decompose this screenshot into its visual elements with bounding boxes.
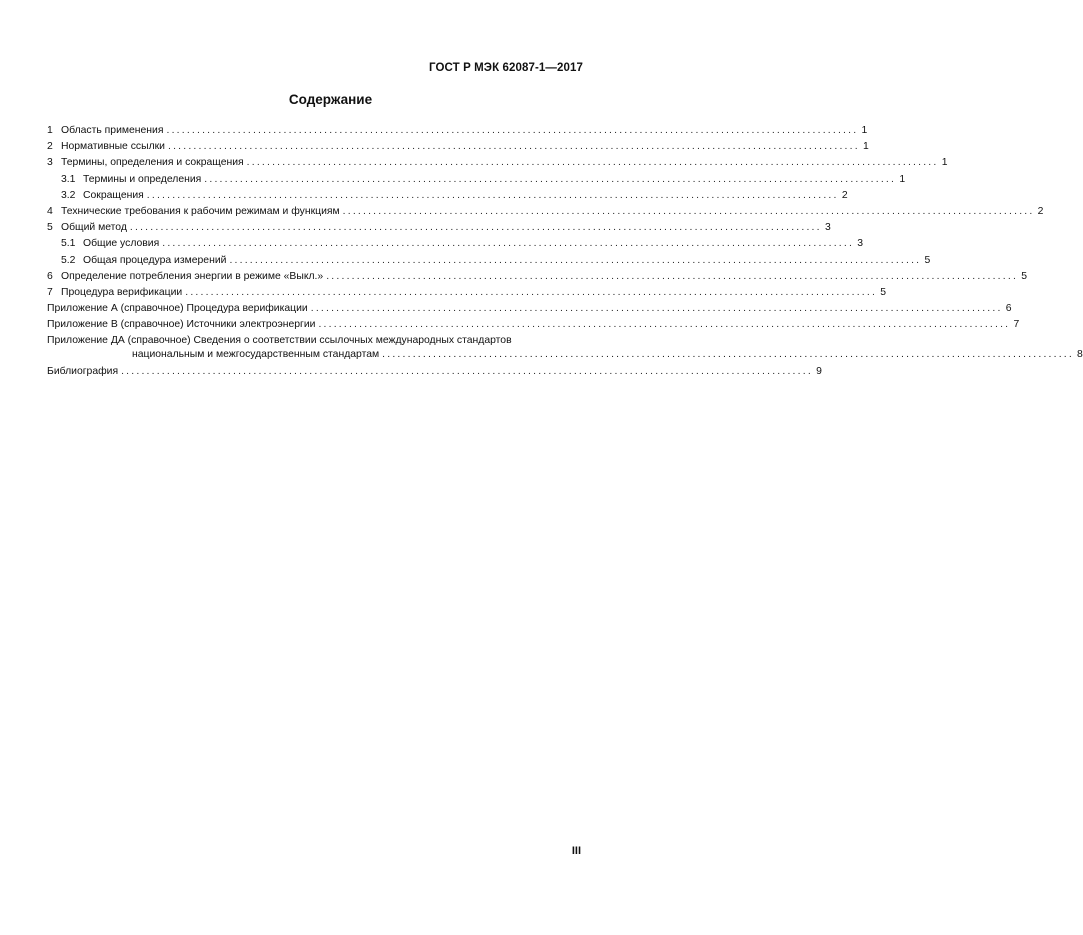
toc-entry-label: Приложение А (справочное) Процедура верификации (47, 303, 308, 315)
toc-entry-page: 1 (899, 173, 906, 185)
toc-entry-number: 2 (47, 141, 53, 153)
toc-entry-label: Сокращения (83, 189, 144, 201)
toc-leader-dots: ........................................................................................................................................ (129, 222, 822, 234)
toc-entry-number: 5.1 (61, 238, 76, 250)
toc-leader-dots: ........................................................................................................................................ (326, 270, 1019, 282)
toc-entry-number: 6 (47, 270, 53, 282)
toc-leader-dots: ........................................................................................................................................ (121, 365, 813, 377)
table-of-contents (47, 123, 1083, 380)
toc-entry-label: Приложение ДА (справочное) Сведения о соответствии ссылочных международных стандартов (47, 334, 512, 346)
toc-entry-number: 3.2 (61, 189, 76, 201)
toc-entry-number: 5.2 (61, 254, 76, 266)
toc-entry-page: 1 (941, 157, 948, 169)
toc-appendix-entry[interactable] (47, 317, 1020, 333)
toc-leader-dots: ........................................................................................................................................ (146, 189, 839, 201)
toc-entry[interactable] (47, 123, 868, 139)
toc-entry-label: Область применения (61, 125, 164, 136)
toc-leader-dots: ........................................................................................................................................ (310, 303, 1003, 315)
document-id: ГОСТ Р МЭК 62087-1—2017 (429, 62, 583, 74)
toc-entry-page: 2 (841, 189, 848, 201)
toc-entry-page: 7 (1013, 319, 1020, 331)
toc-entry-label: Процедура верификации (61, 287, 183, 299)
toc-leader-dots: ........................................................................................................................................ (167, 141, 860, 153)
toc-entry-page: 1 (861, 125, 868, 136)
toc-entry-page: 3 (824, 222, 831, 234)
toc-entry-number: 7 (47, 287, 53, 299)
toc-entry-number: 1 (47, 125, 53, 136)
toc-entry-label: Термины, определения и сокращения (61, 157, 244, 169)
toc-entry-page: 6 (1005, 303, 1012, 315)
toc-leader-dots: ........................................................................................................................................ (204, 173, 897, 185)
toc-entry-number: 3.1 (61, 173, 76, 185)
page-number: III (571, 845, 581, 857)
toc-entry-label: Общий метод (61, 222, 127, 234)
toc-title: Содержание (288, 92, 373, 107)
toc-appendix-entry[interactable] (47, 334, 1083, 362)
toc-leader-dots: ........................................................................................................................................ (318, 319, 1011, 331)
toc-entry-number: 3 (47, 157, 53, 169)
toc-entry[interactable] (47, 269, 1028, 285)
toc-entry-label: Термины и определения (83, 173, 202, 185)
toc-entry[interactable] (47, 364, 822, 380)
toc-entry-page: 8 (1076, 348, 1083, 360)
toc-subentry[interactable] (47, 172, 906, 188)
toc-entry-label: Общие условия (83, 238, 160, 250)
toc-entry-label: Общая процедура измерений (83, 254, 227, 266)
toc-leader-dots: ........................................................................................................................................ (229, 254, 922, 266)
toc-entry-label: Определение потребления энергии в режиме «Выкл.» (61, 270, 324, 282)
toc-entry-page: 9 (816, 365, 822, 377)
toc-subentry[interactable] (47, 236, 864, 252)
toc-entry-label: Библиография (47, 365, 119, 377)
toc-entry[interactable] (47, 139, 869, 155)
toc-entry-label: Приложение В (справочное) Источники электроэнергии (47, 319, 316, 331)
toc-leader-dots: ........................................................................................................................................ (162, 238, 855, 250)
toc-entry-page: 5 (880, 287, 887, 299)
toc-entry-label: Нормативные ссылки (61, 141, 165, 153)
toc-entry-page: 5 (924, 254, 931, 266)
toc-entry-page: 1 (863, 141, 869, 153)
toc-entry-number: 4 (47, 206, 53, 218)
toc-entry[interactable] (47, 204, 1044, 220)
toc-entry[interactable] (47, 285, 887, 301)
toc-leader-dots: ........................................................................................................................................ (166, 125, 859, 136)
toc-leader-dots: ........................................................................................................................................ (382, 348, 1074, 360)
toc-leader-dots: ........................................................................................................................................ (342, 206, 1035, 218)
toc-entry-page: 2 (1037, 206, 1044, 218)
toc-leader-dots: ........................................................................................................................................ (246, 157, 939, 169)
toc-entry-number: 5 (47, 222, 53, 234)
toc-entry-label: Технические требования к рабочим режимам и функциям (61, 206, 340, 218)
toc-leader-dots: ........................................................................................................................................ (185, 287, 878, 299)
toc-subentry[interactable] (47, 253, 931, 269)
toc-entry-page: 5 (1021, 270, 1028, 282)
toc-entry-page: 3 (857, 238, 864, 250)
toc-entry[interactable] (47, 220, 831, 236)
toc-subentry[interactable] (47, 188, 848, 204)
toc-appendix-entry[interactable] (47, 301, 1012, 317)
toc-entry-label-continued: национальным и межгосударственным стандартам (132, 348, 380, 360)
toc-entry[interactable] (47, 155, 948, 171)
